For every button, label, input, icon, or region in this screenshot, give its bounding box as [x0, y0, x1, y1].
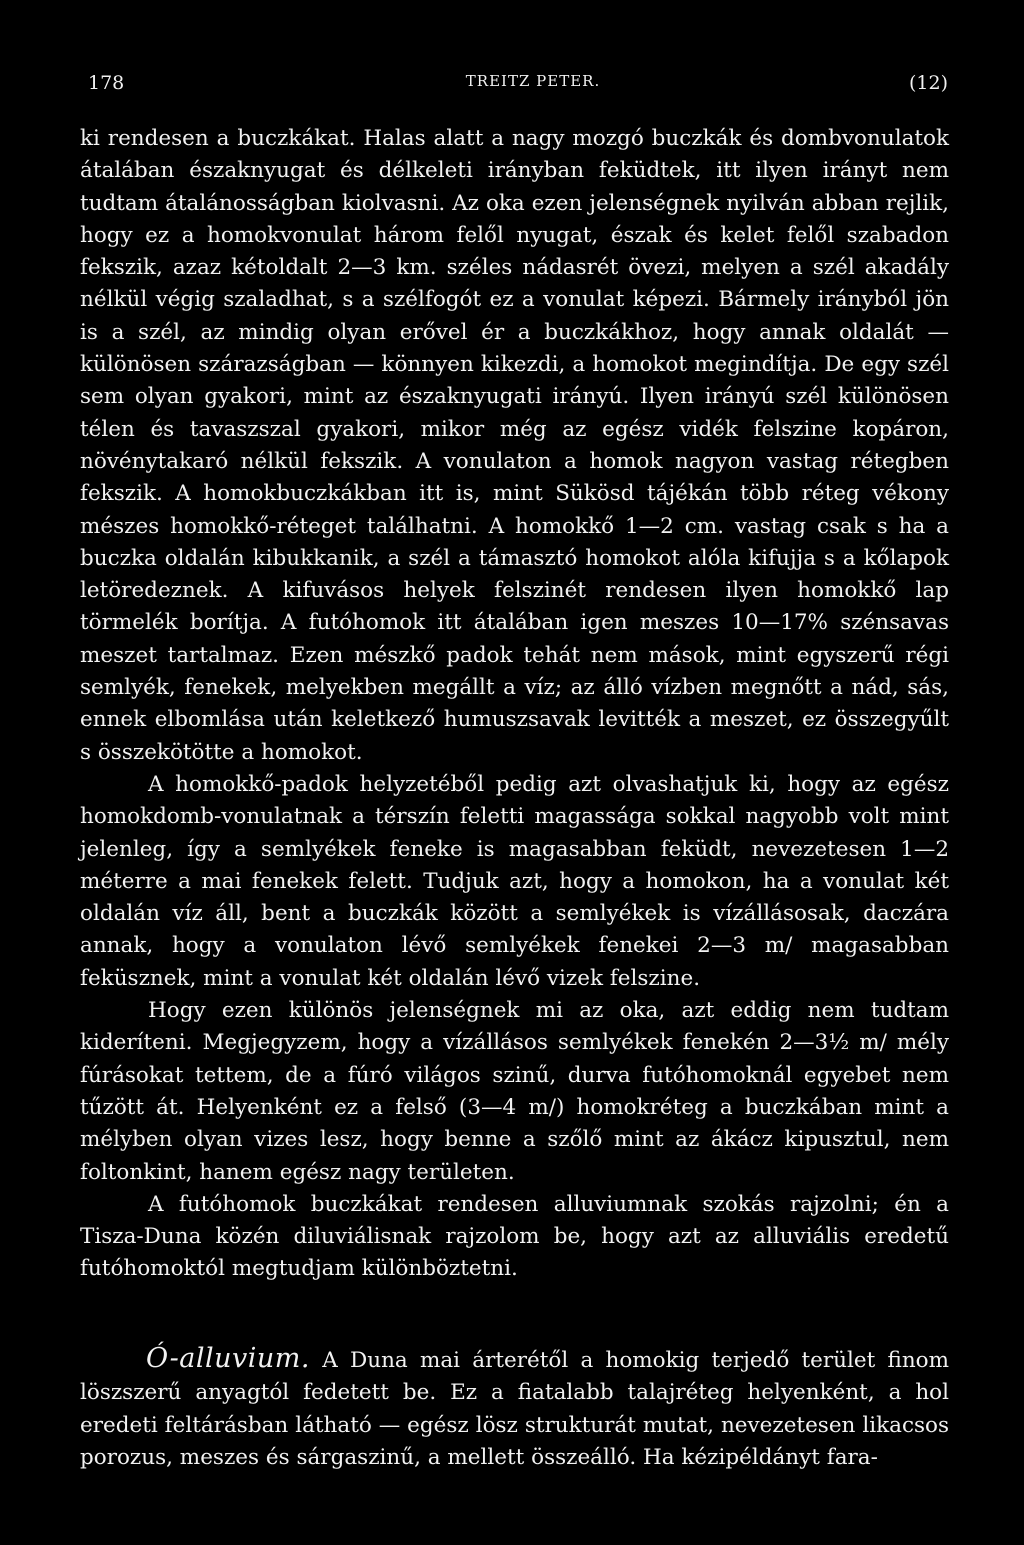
body-text [80, 123, 949, 1286]
section-paragraph [80, 1343, 949, 1474]
page-number: 178 [88, 72, 125, 94]
section-heading: Ó-alluvium. [146, 1343, 310, 1374]
page-header [88, 72, 948, 102]
paragraph: Hogy ezen különös jelenségnek mi az oka, azt eddig nem tudtam kideríteni. Megjegyzem, hogy a vízállásos semlyékek fenekén 2—3½ m/ mély fúrásokat tettem, de a fúró világos szinű, durva futóhomoknál egyebet nem tűzött át. Helyenként ez a felső (3—4 m/) homokréteg a buczkában mint a mélyben olyan vizes lesz, hogy benne a szőlő mint az ákácz kipusztul, nem foltonkint, hanem egész nagy területen. [80, 998, 949, 1185]
paragraph: ki rendesen a buczkákat. Halas alatt a nagy mozgó buczkák és dombvonulatok átalában északnyugat és délkeleti irányban feküdtek, itt ilyen irányt nem tudtam átalánosságban kiolvasni. Az oka ezen jelenségnek nyilván abban rejlik, hogy ez a homokvonulat három felől nyugat, észak és kelet felől szabadon fekszik, azaz kétoldalt 2—3 km. széles nádasrét övezi, melyen a szél akadály nélkül végig szaladhat, s a szélfogót ez a vonulat képezi. Bármely irányból jön is a szél, az mindig olyan erővel ér a buczkákhoz, hogy annak oldalát — különösen szárazságban — könnyen kikezdi, a homokot megindítja. De egy szél sem olyan gyakori, mint az északnyugati irányú. Ilyen irányú szél különösen télen és tavaszszal gyakori, mikor még az egész vidék felszine kopáron, növénytakaró nélkül fekszik. A vonulaton a homok nagyon vastag rétegben fekszik. A homokbuczkákban itt is, mint Sükösd tájékán több réteg vékony mészes homokkő-réteget találhatni. A homokkő 1—2 cm. vastag csak s ha a buczka oldalán kibukkanik, a szél a támasztó homokot alóla kifujja s a kőlapok letöredeznek. A kifuvásos helyek felszinét rendesen ilyen homokkő lap törmelék borítja. A futóhomok itt átalában igen meszes 10—17% szénsavas meszet tartalmaz. Ezen mészkő padok tehát nem mások, mint egyszerű régi semlyék, fenekek, melyekben megállt a víz; az álló vízben megnőtt a nád, sás, ennek elbomlása után keletkező humuszsavak levitték a meszet, ez összegyűlt s összekötötte a homokot. [80, 126, 949, 765]
section-text: A Duna mai árterétől a homokig terjedő terület finom löszszerű anyagtól fedetett be. Ez a fiatalabb talajréteg helyenként, a hol eredeti feltárásban látható — egész lösz strukturát mutat, nevezetesen likacsos porozus, meszes és sárgaszinű, a mellett összeálló. Ha kézipéldányt fara- [80, 1348, 949, 1470]
paragraph: A homokkő-padok helyzetéből pedig azt olvashatjuk ki, hogy az egész homokdomb-vonulatnak a térszín feletti magassága sokkal nagyobb volt mint jelenleg, így a semlyékek feneke is magasabban feküdt, nevezetesen 1—2 méterre a mai fenekek felett. Tudjuk azt, hogy a homokon, ha a vonulat két oldalán víz áll, bent a buczkák között a semlyékek is vízállásosak, daczára annak, hogy a vonulaton lévő semlyékek fenekei 2—3 m/ magasabban feküsznek, mint a vonulat két oldalán lévő vizek felszine. [80, 771, 949, 991]
paragraph: A futóhomok buczkákat rendesen alluviumnak szokás rajzolni; én a Tisza-Duna közén diluviálisnak rajzolom be, hogy azt az alluviális eredetű futóhomoktól megtudjam különböztetni. [80, 1191, 949, 1282]
section-number: (12) [908, 72, 948, 94]
running-head: TREITZ PETER. [465, 72, 601, 90]
